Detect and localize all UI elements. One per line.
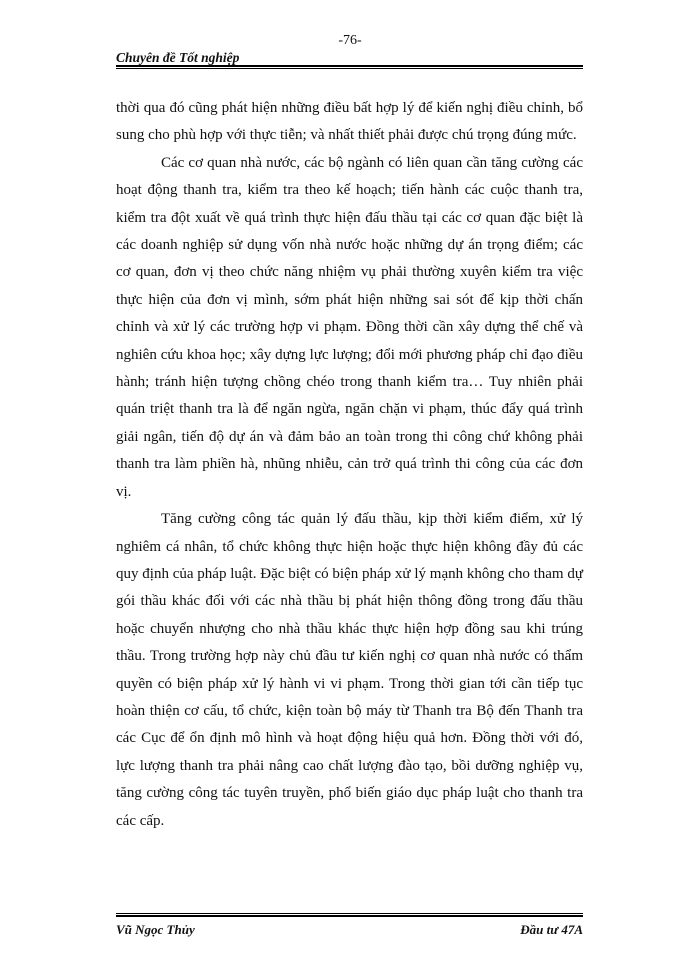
header-title: Chuyên đề Tốt nghiệp [116,50,240,65]
footer-class: Đầu tư 47A [520,922,583,937]
footer-author: Vũ Ngọc Thủy [116,922,195,937]
header-divider [116,65,583,69]
footer-divider [116,913,583,917]
paragraph-continued: thời qua đó cũng phát hiện những điều bất hợp lý để kiến nghị điều chỉnh, bổ sung cho phù hợp với thực tiễn; và nhất thiết phải được chú trọng đúng mức. [116,100,583,144]
paragraph-inspection: Các cơ quan nhà nước, các bộ ngành có liên quan cần tăng cường các hoạt động thanh tra, kiểm tra theo kế hoạch; tiến hành các cuộc thanh tra, kiểm tra đột xuất về quá trình thực hiện đấu thầu tại các cơ quan đặc biệt là các doanh nghiệp sử dụng vốn nhà nước hoặc những dự án trọng điểm; các cơ quan, đơn vị theo chức năng nhiệm vụ phải thường xuyên kiểm tra việc thực hiện của đơn vị mình, sớm phát hiện những sai sót để kịp thời chấn chỉnh và xử lý các trường hợp vi phạm. Đồng thời cần xây dựng thể chế và nghiên cứu khoa học; xây dựng lực lượng; đổi mới phương pháp chỉ đạo điều hành; tránh hiện tượng chồng chéo trong thanh kiểm tra… Tuy nhiên phải quán triệt thanh tra là để ngăn ngừa, ngăn chặn vi phạm, thúc đẩy quá trình giải ngân, tiến độ dự án và đảm bảo an toàn trong thi công chứ không phải thanh tra làm phiền hà, nhũng nhiễu, cản trở quá trình thi công của các đơn vị. [116,154,583,500]
paragraph-bidding-management: Tăng cường công tác quản lý đấu thầu, kịp thời kiểm điểm, xử lý nghiêm cá nhân, tổ chức không thực hiện hoặc thực hiện không đầy đủ các quy định của pháp luật. Đặc biệt có biện pháp xử lý mạnh không cho tham dự gói thầu khác đối với các nhà thầu bị phát hiện thông đồng trong đấu thầu hoặc chuyển nhượng cho nhà thầu khác thực hiện hợp đồng sau khi trúng thầu. Trong trường hợp này chủ đầu tư kiến nghị cơ quan nhà nước có thẩm quyền có biện pháp xử lý hành vi vi phạm. Trong thời gian tới cần tiếp tục hoàn thiện cơ cấu, tổ chức, kiện toàn bộ máy từ Thanh tra Bộ đến Thanh tra các Cục để ổn định mô hình và hoạt động hiệu quả hơn. Đồng thời với đó, lực lượng thanh tra phải nâng cao chất lượng đào tạo, bồi dưỡng nghiệp vụ, tăng cường công tác tuyên truyền, phổ biến giáo dục pháp luật cho thanh tra các cấp. [116,511,583,829]
document-body [116,95,583,835]
page-number: -76- [338,33,362,48]
